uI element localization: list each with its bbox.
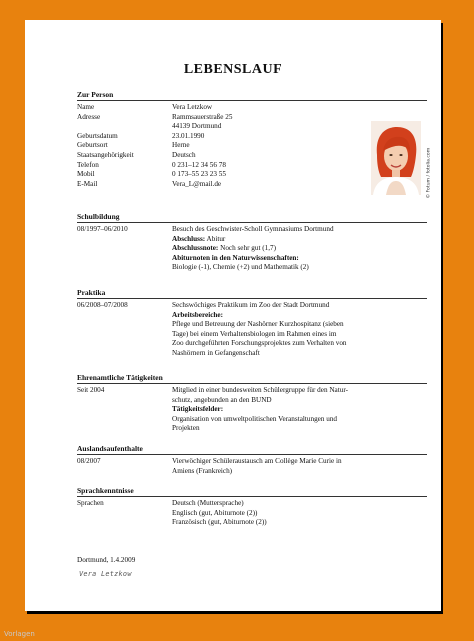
personal-row (77, 170, 427, 180)
section-heading: Sprachkenntnisse (77, 486, 427, 497)
handwritten-signature: Vera Letzkow (79, 570, 132, 578)
entry-date: 08/2007 (77, 457, 101, 465)
entry-details (172, 225, 427, 273)
personal-value: Rammsauerstraße 25 (172, 112, 233, 121)
personal-label: Geburtsort (77, 141, 108, 150)
abroad-entry (77, 457, 427, 476)
volunteering-line: schutz, angebunden an den BUND (172, 395, 272, 404)
personal-row (77, 151, 427, 161)
section-internships (77, 288, 427, 359)
personal-label: Name (77, 103, 95, 111)
school-line: Besuch des Geschwister-Scholl Gymnasiums Dortmund (172, 225, 334, 233)
personal-label (77, 122, 172, 132)
volunteering-entry (77, 386, 427, 434)
personal-row (77, 141, 427, 151)
personal-value: 0 173–55 23 23 55 (172, 170, 226, 179)
section-abroad (77, 444, 427, 476)
language-line: Deutsch (Muttersprache) (172, 499, 244, 507)
section-volunteering (77, 373, 427, 434)
internship-line: Sechswöchiges Praktikum im Zoo der Stadt Dortmund (172, 301, 330, 309)
internship-bereiche-label: Arbeitsbereiche: (172, 310, 223, 319)
document-title: LEBENSLAUF (183, 62, 283, 77)
personal-row (77, 180, 427, 190)
personal-label: Telefon (77, 160, 99, 169)
section-heading: Auslandsaufenthalte (77, 444, 427, 455)
abroad-line: Amiens (Frankreich) (172, 466, 233, 475)
section-heading: Zur Person (77, 90, 427, 101)
language-line: Englisch (gut, Abiturnote (2)) (172, 508, 258, 517)
school-noten-value: Biologie (-1), Chemie (+2) und Mathematik (2) (172, 263, 309, 272)
languages-entry (77, 499, 427, 528)
section-heading: Schulbildung (77, 212, 427, 223)
volunteering-line: Mitglied in einer bundesweiten Schülergruppe für den Natur- (172, 386, 348, 394)
photo-credit: © Fotum / fotolia.com (426, 147, 432, 199)
personal-row (77, 122, 427, 132)
school-note: Abschlussnote: Noch sehr gut (1,7) (172, 244, 277, 253)
section-heading: Praktika (77, 288, 427, 299)
internship-line: Zoo durchgeführten Forschungsprojektes zum Verhalten von (172, 339, 347, 348)
cv-page (25, 20, 441, 611)
entry-details (172, 499, 427, 528)
internship-line: Nashörnern in Gefangenschaft (172, 348, 260, 357)
personal-label: Staatsangehörigkeit (77, 150, 134, 159)
entry-label: Sprachen (77, 499, 104, 507)
internship-entry (77, 301, 427, 359)
personal-label: Adresse (77, 112, 101, 121)
corner-watermark: Vorlagen (4, 630, 35, 638)
personal-label: Mobil (77, 170, 95, 179)
section-school (77, 212, 427, 273)
entry-details (172, 386, 427, 434)
entry-date: Seit 2004 (77, 386, 105, 394)
personal-rows (77, 103, 427, 189)
personal-row (77, 103, 427, 113)
personal-row (77, 132, 427, 142)
volunteering-line: Projekten (172, 424, 200, 433)
personal-value: Vera Letzkow (172, 103, 213, 111)
section-languages (77, 486, 427, 528)
personal-value: Vera_L@mail.de (172, 179, 222, 188)
personal-value: Deutsch (172, 150, 196, 159)
section-heading: Ehrenamtliche Tätigkeiten (77, 373, 427, 384)
personal-label: Geburtsdatum (77, 131, 118, 140)
internship-line: Tage) bei einem Verhaltensbiologen im Rahmen eines im (172, 329, 337, 338)
school-abschluss: Abschluss: Abitur (172, 234, 226, 243)
personal-label: E-Mail (77, 179, 98, 188)
section-personal (77, 90, 427, 189)
volunteering-line: Organisation von umweltpolitischen Veranstaltungen und (172, 414, 338, 423)
school-entry (77, 225, 427, 273)
entry-date: 08/1997–06/2010 (77, 225, 128, 233)
signature-date-place: Dortmund, 1.4.2009 (77, 556, 136, 564)
personal-value: Herne (172, 141, 190, 150)
entry-details (172, 457, 427, 476)
personal-value: 0 231–12 34 56 78 (172, 160, 226, 169)
personal-value: 44139 Dortmund (172, 122, 222, 131)
personal-row (77, 113, 427, 123)
personal-value: 23.01.1990 (172, 131, 205, 140)
entry-date: 06/2008–07/2008 (77, 301, 128, 309)
language-line: Französisch (gut, Abiturnote (2)) (172, 518, 267, 527)
abroad-line: Vierwöchiger Schüleraustausch am Collège Marie Curie in (172, 457, 342, 465)
personal-row (77, 161, 427, 171)
entry-details (172, 301, 427, 359)
internship-line: Pflege und Betreuung der Nashörner Kurzhospitanz (sieben (172, 320, 344, 329)
volunteering-felder-label: Tätigkeitsfelder: (172, 405, 224, 414)
school-noten-label: Abiturnoten in den Naturwissenschaften: (172, 253, 299, 262)
